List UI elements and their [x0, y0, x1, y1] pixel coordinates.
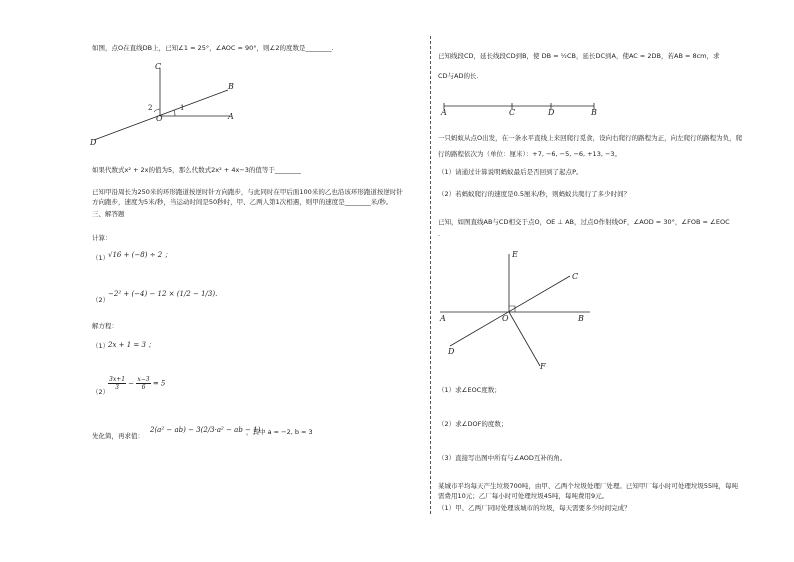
segment-label-c: C [509, 108, 516, 117]
question-waste-sub1: （1）甲、乙两厂同时处理该城市的垃圾，每天需要多少时间完成？ [438, 504, 631, 512]
question-angles-sub1: （1）求∠EOC度数； [438, 386, 501, 394]
solve1-expression: 2x + 1 = 3 ； [108, 341, 156, 349]
solve1-number: （1） [92, 342, 110, 350]
section-heading: 三、解答题 [92, 210, 125, 218]
question-ant-line2: 行的路程依次为（单位：厘米）：+7, −6, −5, −6, +13, −3。 [438, 150, 622, 158]
question-angles-sub3: （3）直接写出图中所有与∠AOD互补的角。 [438, 454, 567, 462]
fig1-label-b: B [228, 82, 234, 91]
calc2-expression: −2² + (−4) − 12 × (1/2 − 1/3). [108, 290, 218, 298]
question-segment-line2: CD与AD的长. [438, 72, 479, 80]
solve2-number: （2） [92, 388, 110, 396]
segment-label-b: B [591, 108, 597, 117]
question-waste-line1: 某城市平均每天产生垃圾700吨，由甲、乙两个垃圾处理厂处理。已知甲厂每小时可处理垃圾55吨，每吨 [438, 482, 739, 490]
question-ant-sub1: （1）请通过计算说明蚂蚁最后是否回到了起点P。 [438, 168, 583, 176]
fig3-label-b: B [578, 314, 584, 323]
solve2-expression: $\frac{3x+1}{3}$ − $\frac{x-3}{6}$ = 5 [109, 376, 166, 391]
question-angles-line1: 已知，如图直线AB与CD相交于点O，OE ⊥ AB，过点O作射线OF，∠AOD = 30°，∠FOB = ∠EOC [438, 218, 730, 226]
question-ant-line1: 一只蚂蚁从点O出发，在一条水平直线上来回爬行觅食，设向右爬行的路程为正，向左爬行的路程为负，爬 [438, 134, 743, 142]
fig3-label-o: O [502, 314, 509, 323]
question-angles-sub2: （2）求∠DOF的度数； [438, 420, 508, 428]
column-divider [430, 36, 431, 514]
fig3-label-e: E [512, 250, 518, 259]
fig1-label-d: D [90, 138, 97, 147]
fig3-label-c: C [572, 272, 579, 281]
fig3-label-d: D [448, 347, 455, 356]
simplify-prefix: 先化简，再求值： [92, 432, 144, 440]
fig3-label-a: A [440, 314, 446, 323]
figure-angle-1 [80, 60, 250, 150]
question-fig1-angle: 如图，点O在直线DB上，已知∠1 = 25°，∠AOC = 90°，则∠2的度数是________. [92, 44, 334, 52]
question-track-line2: 方向跑步，速度为5米/秒，当运动时间是50秒时，甲、乙两人第1次相遇，则甲的速度是________米/秒。 [92, 198, 393, 206]
calc2-number: （2） [92, 296, 110, 304]
segment-label-a: A [441, 108, 447, 117]
calc-title: 计算： [92, 234, 112, 242]
figure-intersecting-lines [440, 250, 600, 370]
question-waste-line2: 需费用10元；乙厂每小时可处理垃圾45吨，每吨费用9元。 [438, 492, 609, 500]
fig1-label-a: A [228, 112, 234, 121]
fig1-label-c: C [155, 62, 162, 71]
calc1-expression: √16 + (−8) ÷ 2 ； [108, 251, 172, 259]
fig1-angle-2: 2 [148, 104, 153, 112]
figure-segment [440, 100, 600, 114]
segment-label-d: D [548, 108, 555, 117]
question-angles-line2: . [438, 230, 441, 238]
fig3-label-f: F [540, 362, 546, 371]
calc1-number: （1） [92, 254, 110, 262]
question-segment-line1: 已知线段CD，延长线段CD到B，使 DB = ½CB，延长DC到A，使AC = 2DB，若AB = 8cm，求 [438, 52, 720, 60]
question-track-line1: 已知甲沿周长为250米的环形跑道按逆时针方向跑步，与此同时在甲后面100米的乙也沿该环形跑道按逆时针 [92, 188, 403, 196]
question-ant-sub2: （2）若蚂蚁爬行的速度是0.5厘米/秒，则蚂蚁共爬行了多少时间？ [438, 190, 631, 198]
solve-title: 解方程： [92, 322, 118, 330]
simplify-suffix: ，其中 a = −2, b = 3 [246, 428, 313, 436]
fig1-angle-1: 1 [180, 104, 185, 112]
fig1-label-o: O [156, 114, 163, 123]
simplify-expression: 2(a² − ab) − 3(2/3·a² − ab − 1) [150, 426, 261, 434]
question-polynomial: 如果代数式x² + 2x的值为5，那么代数式2x² + 4x−3的值等于________ [92, 166, 301, 174]
